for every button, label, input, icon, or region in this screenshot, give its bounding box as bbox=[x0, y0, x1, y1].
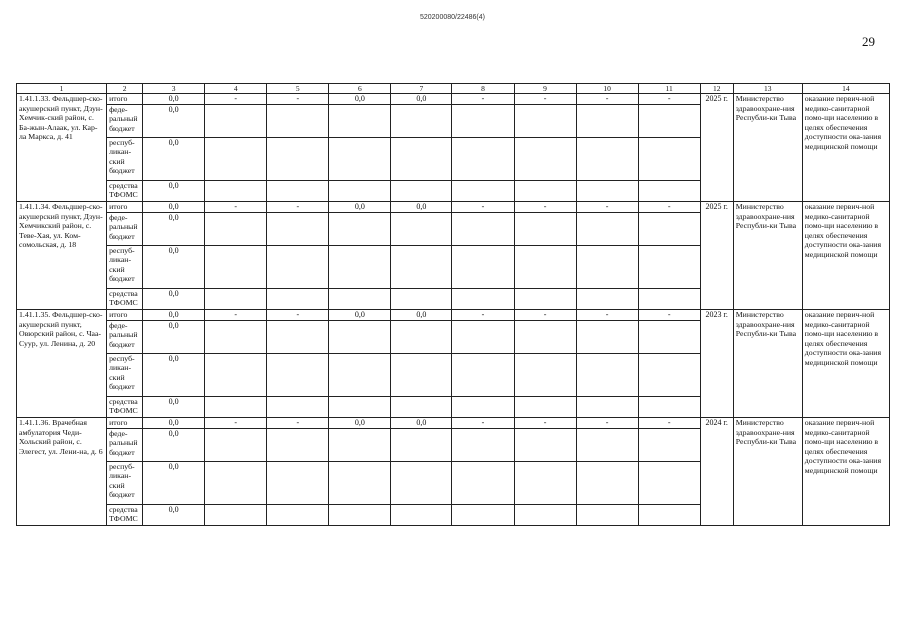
year-cell: 2025 г. bbox=[700, 202, 733, 310]
empty-cell bbox=[514, 462, 576, 505]
amount-cell: 0,0 bbox=[143, 310, 205, 321]
table-row bbox=[17, 94, 890, 105]
purpose-cell: оказание первич-ной медико-санитарной помо-щи населению в целях обеспечения доступности ока-зания медицинской помощи bbox=[802, 310, 889, 418]
empty-cell bbox=[205, 246, 267, 289]
empty-cell bbox=[267, 181, 329, 202]
source-label-tfoms: средства ТФОМС bbox=[107, 181, 143, 202]
amount-cell: 0,0 bbox=[143, 429, 205, 462]
empty-cell bbox=[452, 397, 514, 418]
source-label-republic: респуб-ликан-ский бюджет bbox=[107, 246, 143, 289]
empty-cell bbox=[576, 138, 638, 181]
amount-cell: - bbox=[576, 94, 638, 105]
column-number-cell: 5 bbox=[267, 84, 329, 94]
column-number-cell: 1 bbox=[17, 84, 107, 94]
year-cell: 2023 г. bbox=[700, 310, 733, 418]
table-row bbox=[17, 418, 890, 429]
source-label-tfoms: средства ТФОМС bbox=[107, 505, 143, 526]
empty-cell bbox=[638, 289, 700, 310]
empty-cell bbox=[576, 505, 638, 526]
amount-cell: - bbox=[205, 94, 267, 105]
amount-cell: - bbox=[514, 418, 576, 429]
column-number-row bbox=[17, 84, 890, 94]
empty-cell bbox=[267, 397, 329, 418]
column-number-cell: 8 bbox=[452, 84, 514, 94]
column-number-cell: 6 bbox=[329, 84, 391, 94]
empty-cell bbox=[329, 105, 391, 138]
empty-cell bbox=[329, 213, 391, 246]
empty-cell bbox=[576, 462, 638, 505]
amount-cell: - bbox=[452, 94, 514, 105]
empty-cell bbox=[514, 105, 576, 138]
source-label-total: итого bbox=[107, 418, 143, 429]
program-table bbox=[16, 83, 890, 526]
amount-cell: - bbox=[576, 418, 638, 429]
amount-cell: - bbox=[205, 202, 267, 213]
amount-cell: 0,0 bbox=[143, 138, 205, 181]
amount-cell: - bbox=[576, 202, 638, 213]
executor-cell: Министерство здравоохране-ния Республи-ки Тыва bbox=[733, 94, 802, 202]
empty-cell bbox=[452, 289, 514, 310]
empty-cell bbox=[452, 181, 514, 202]
empty-cell bbox=[576, 429, 638, 462]
object-name-cell: 1.41.1.36. Врачебная амбулатория Чеди-Хольский район, с. Элегест, ул. Лени-на, д. 6 bbox=[17, 418, 107, 526]
amount-cell: - bbox=[267, 94, 329, 105]
empty-cell bbox=[638, 397, 700, 418]
empty-cell bbox=[329, 354, 391, 397]
empty-cell bbox=[391, 462, 452, 505]
empty-cell bbox=[391, 213, 452, 246]
empty-cell bbox=[329, 397, 391, 418]
purpose-cell: оказание первич-ной медико-санитарной помо-щи населению в целях обеспечения доступности ока-зания медицинской помощи bbox=[802, 94, 889, 202]
empty-cell bbox=[514, 289, 576, 310]
empty-cell bbox=[514, 181, 576, 202]
amount-cell: 0,0 bbox=[143, 321, 205, 354]
source-label-total: итого bbox=[107, 94, 143, 105]
column-number-cell: 13 bbox=[733, 84, 802, 94]
column-number-cell: 9 bbox=[514, 84, 576, 94]
empty-cell bbox=[452, 105, 514, 138]
amount-cell: - bbox=[452, 310, 514, 321]
amount-cell: - bbox=[514, 310, 576, 321]
amount-cell: - bbox=[267, 418, 329, 429]
empty-cell bbox=[391, 397, 452, 418]
empty-cell bbox=[452, 354, 514, 397]
object-name-cell: 1.41.1.35. Фельдшер-ско-акушерский пункт, Овюрский район, с. Чаа-Суур, ул. Ленина, д. 20 bbox=[17, 310, 107, 418]
year-cell: 2024 г. bbox=[700, 418, 733, 526]
empty-cell bbox=[329, 429, 391, 462]
page-number: 29 bbox=[862, 34, 875, 49]
empty-cell bbox=[205, 397, 267, 418]
empty-cell bbox=[514, 321, 576, 354]
amount-cell: 0,0 bbox=[391, 418, 452, 429]
empty-cell bbox=[576, 246, 638, 289]
empty-cell bbox=[514, 397, 576, 418]
source-label-republic: респуб-ликан-ский бюджет bbox=[107, 354, 143, 397]
empty-cell bbox=[452, 321, 514, 354]
source-label-republic: респуб-ликан-ский бюджет bbox=[107, 138, 143, 181]
document-code: 520200080/22486(4) bbox=[419, 14, 485, 21]
empty-cell bbox=[391, 181, 452, 202]
empty-cell bbox=[267, 138, 329, 181]
table-row bbox=[17, 202, 890, 213]
amount-cell: 0,0 bbox=[329, 94, 391, 105]
empty-cell bbox=[638, 429, 700, 462]
empty-cell bbox=[205, 429, 267, 462]
amount-cell: 0,0 bbox=[143, 462, 205, 505]
empty-cell bbox=[391, 354, 452, 397]
amount-cell: 0,0 bbox=[143, 354, 205, 397]
empty-cell bbox=[267, 354, 329, 397]
empty-cell bbox=[267, 429, 329, 462]
executor-cell: Министерство здравоохране-ния Республи-ки Тыва bbox=[733, 202, 802, 310]
empty-cell bbox=[638, 505, 700, 526]
empty-cell bbox=[576, 397, 638, 418]
empty-cell bbox=[452, 246, 514, 289]
empty-cell bbox=[638, 105, 700, 138]
empty-cell bbox=[576, 105, 638, 138]
empty-cell bbox=[638, 246, 700, 289]
amount-cell: 0,0 bbox=[143, 181, 205, 202]
empty-cell bbox=[514, 213, 576, 246]
amount-cell: 0,0 bbox=[143, 397, 205, 418]
empty-cell bbox=[576, 181, 638, 202]
amount-cell: 0,0 bbox=[329, 310, 391, 321]
amount-cell: 0,0 bbox=[391, 202, 452, 213]
amount-cell: - bbox=[267, 202, 329, 213]
amount-cell: - bbox=[638, 202, 700, 213]
amount-cell: - bbox=[452, 418, 514, 429]
amount-cell: - bbox=[205, 418, 267, 429]
empty-cell bbox=[205, 289, 267, 310]
amount-cell: 0,0 bbox=[391, 94, 452, 105]
amount-cell: 0,0 bbox=[143, 105, 205, 138]
empty-cell bbox=[452, 138, 514, 181]
empty-cell bbox=[329, 321, 391, 354]
empty-cell bbox=[638, 321, 700, 354]
empty-cell bbox=[391, 289, 452, 310]
amount-cell: - bbox=[452, 202, 514, 213]
column-number-cell: 11 bbox=[638, 84, 700, 94]
object-name-cell: 1.41.1.33. Фельдшер-ско-акушерский пункт, Дзун-Хемчик-ский район, с. Ба-жын-Алаак, ул. Кар-ла Маркса, д. 41 bbox=[17, 94, 107, 202]
empty-cell bbox=[576, 354, 638, 397]
empty-cell bbox=[576, 289, 638, 310]
empty-cell bbox=[329, 181, 391, 202]
empty-cell bbox=[267, 105, 329, 138]
column-number-cell: 3 bbox=[143, 84, 205, 94]
amount-cell: - bbox=[514, 202, 576, 213]
empty-cell bbox=[267, 462, 329, 505]
empty-cell bbox=[514, 138, 576, 181]
object-name-cell: 1.41.1.34. Фельдшер-ско-акушерский пункт, Дзун-Хемчикский район, с. Теве-Хая, ул. Ком-сомольская, д. 18 bbox=[17, 202, 107, 310]
empty-cell bbox=[329, 289, 391, 310]
empty-cell bbox=[329, 138, 391, 181]
empty-cell bbox=[452, 213, 514, 246]
empty-cell bbox=[514, 429, 576, 462]
table-row bbox=[17, 310, 890, 321]
source-label-federal: феде-ральный бюджет bbox=[107, 105, 143, 138]
amount-cell: 0,0 bbox=[329, 418, 391, 429]
empty-cell bbox=[391, 429, 452, 462]
empty-cell bbox=[205, 505, 267, 526]
empty-cell bbox=[514, 246, 576, 289]
empty-cell bbox=[205, 213, 267, 246]
year-cell: 2025 г. bbox=[700, 94, 733, 202]
empty-cell bbox=[205, 181, 267, 202]
empty-cell bbox=[452, 505, 514, 526]
amount-cell: 0,0 bbox=[143, 213, 205, 246]
empty-cell bbox=[205, 321, 267, 354]
empty-cell bbox=[329, 505, 391, 526]
source-label-federal: феде-ральный бюджет bbox=[107, 321, 143, 354]
amount-cell: - bbox=[576, 310, 638, 321]
empty-cell bbox=[638, 462, 700, 505]
empty-cell bbox=[638, 181, 700, 202]
column-number-cell: 12 bbox=[700, 84, 733, 94]
empty-cell bbox=[452, 462, 514, 505]
column-number-cell: 2 bbox=[107, 84, 143, 94]
empty-cell bbox=[205, 105, 267, 138]
amount-cell: - bbox=[514, 94, 576, 105]
empty-cell bbox=[267, 505, 329, 526]
amount-cell: 0,0 bbox=[143, 202, 205, 213]
column-number-cell: 14 bbox=[802, 84, 889, 94]
amount-cell: 0,0 bbox=[143, 505, 205, 526]
empty-cell bbox=[391, 321, 452, 354]
executor-cell: Министерство здравоохране-ния Республи-ки Тыва bbox=[733, 418, 802, 526]
empty-cell bbox=[638, 354, 700, 397]
amount-cell: - bbox=[205, 310, 267, 321]
empty-cell bbox=[205, 138, 267, 181]
amount-cell: 0,0 bbox=[329, 202, 391, 213]
source-label-total: итого bbox=[107, 310, 143, 321]
source-label-federal: феде-ральный бюджет bbox=[107, 213, 143, 246]
empty-cell bbox=[638, 138, 700, 181]
column-number-cell: 4 bbox=[205, 84, 267, 94]
empty-cell bbox=[576, 213, 638, 246]
empty-cell bbox=[267, 213, 329, 246]
amount-cell: - bbox=[638, 418, 700, 429]
empty-cell bbox=[205, 462, 267, 505]
empty-cell bbox=[452, 429, 514, 462]
empty-cell bbox=[267, 289, 329, 310]
column-number-cell: 7 bbox=[391, 84, 452, 94]
purpose-cell: оказание первич-ной медико-санитарной помо-щи населению в целях обеспечения доступности ока-зания медицинской помощи bbox=[802, 202, 889, 310]
empty-cell bbox=[514, 354, 576, 397]
empty-cell bbox=[514, 505, 576, 526]
empty-cell bbox=[267, 246, 329, 289]
source-label-republic: респуб-ликан-ский бюджет bbox=[107, 462, 143, 505]
amount-cell: - bbox=[638, 310, 700, 321]
empty-cell bbox=[391, 246, 452, 289]
empty-cell bbox=[267, 321, 329, 354]
empty-cell bbox=[576, 321, 638, 354]
column-number-cell: 10 bbox=[576, 84, 638, 94]
amount-cell: - bbox=[638, 94, 700, 105]
executor-cell: Министерство здравоохране-ния Республи-ки Тыва bbox=[733, 310, 802, 418]
amount-cell: - bbox=[267, 310, 329, 321]
empty-cell bbox=[329, 246, 391, 289]
amount-cell: 0,0 bbox=[143, 246, 205, 289]
empty-cell bbox=[391, 105, 452, 138]
empty-cell bbox=[638, 213, 700, 246]
amount-cell: 0,0 bbox=[143, 94, 205, 105]
amount-cell: 0,0 bbox=[143, 289, 205, 310]
source-label-tfoms: средства ТФОМС bbox=[107, 289, 143, 310]
source-label-total: итого bbox=[107, 202, 143, 213]
amount-cell: 0,0 bbox=[391, 310, 452, 321]
source-label-tfoms: средства ТФОМС bbox=[107, 397, 143, 418]
empty-cell bbox=[205, 354, 267, 397]
amount-cell: 0,0 bbox=[143, 418, 205, 429]
empty-cell bbox=[329, 462, 391, 505]
source-label-federal: феде-ральный бюджет bbox=[107, 429, 143, 462]
purpose-cell: оказание первич-ной медико-санитарной помо-щи населению в целях обеспечения доступности ока-зания медицинской помощи bbox=[802, 418, 889, 526]
empty-cell bbox=[391, 505, 452, 526]
empty-cell bbox=[391, 138, 452, 181]
